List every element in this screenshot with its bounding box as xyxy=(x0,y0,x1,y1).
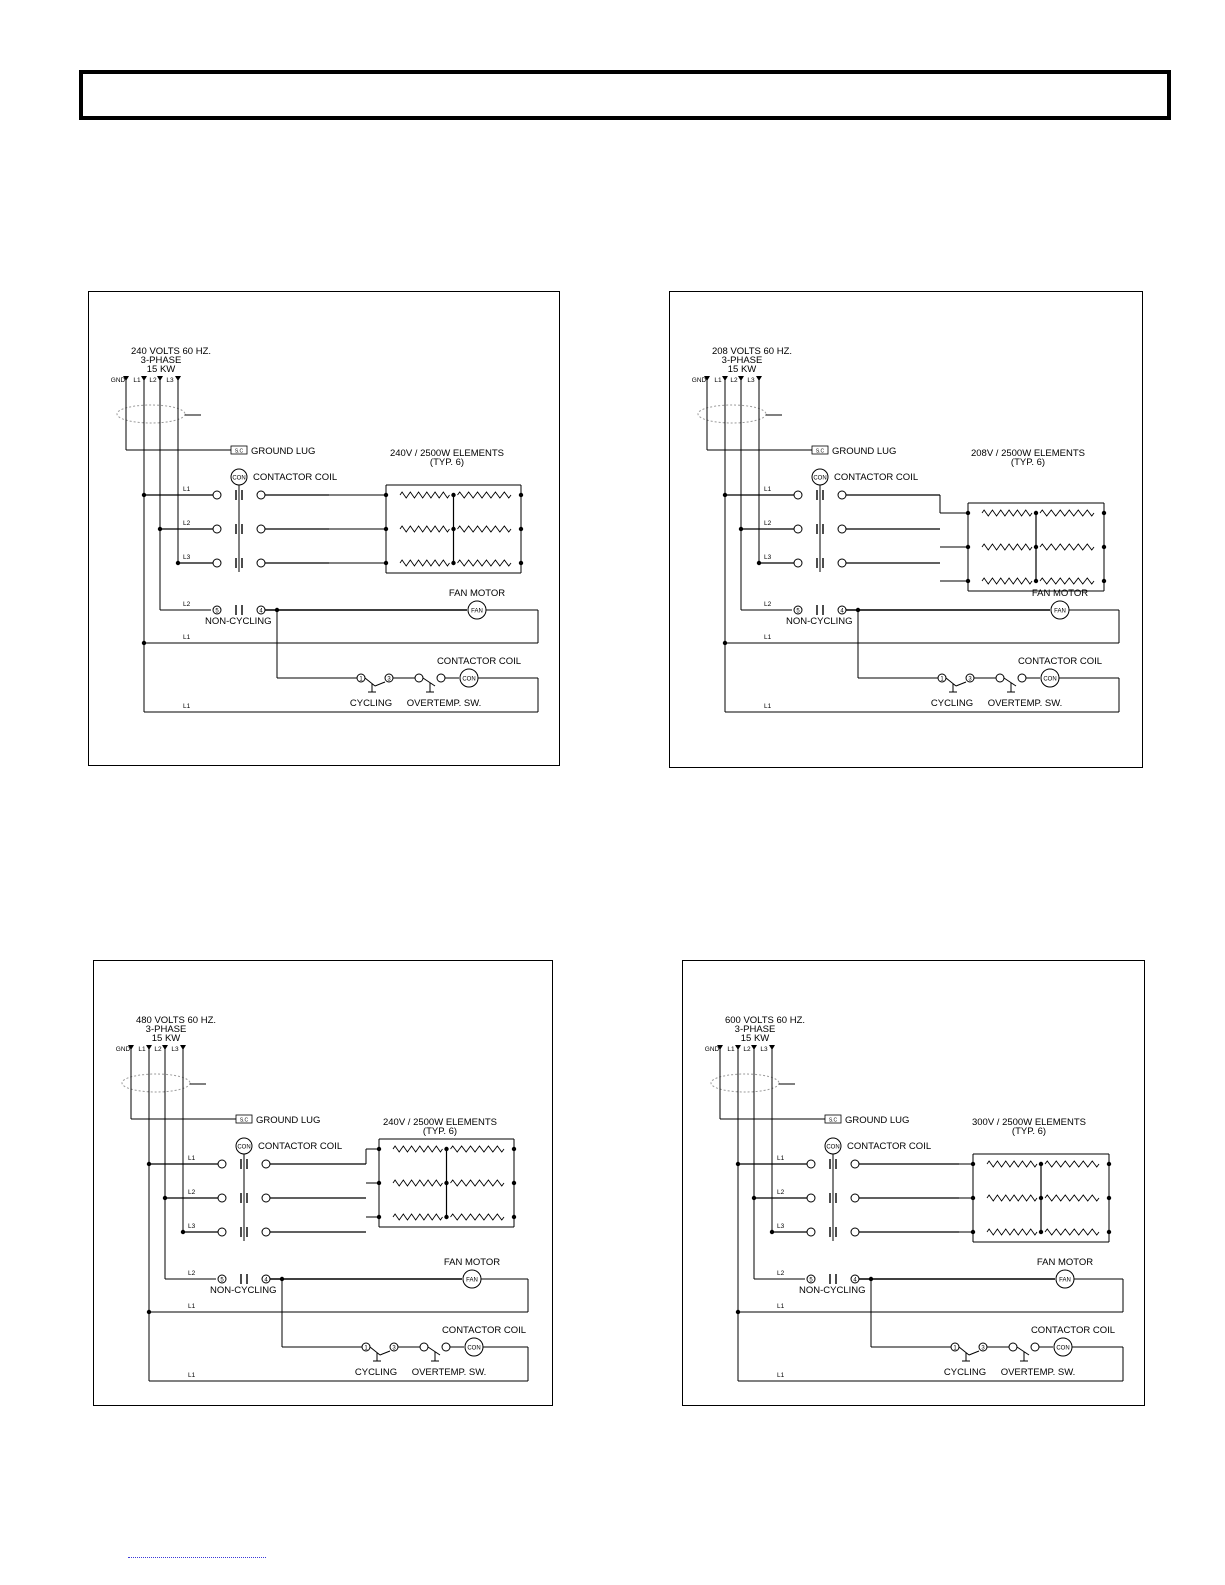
terminal-x xyxy=(807,1228,815,1236)
heating-element-resistor xyxy=(393,1214,443,1220)
terminal-x xyxy=(794,525,802,533)
contactor-coil-symbol-2-label: CON xyxy=(467,1345,481,1352)
control-l1-label: L1 xyxy=(183,703,191,710)
ground-lug-box-label: S.C xyxy=(815,448,825,455)
fan-l2-label: L2 xyxy=(183,601,191,608)
cable-sheath-outline xyxy=(698,405,766,423)
elements-label: 300V / 2500W ELEMENTS xyxy=(971,1117,1087,1128)
terminal-x xyxy=(257,525,265,533)
fan-l1-label: L1 xyxy=(183,634,191,641)
l1-label: L1 xyxy=(133,377,141,384)
terminal-x xyxy=(1018,674,1026,682)
cycling-label: CYCLING xyxy=(943,1367,987,1378)
supply-voltage-label: 480 VOLTS 60 HZ. xyxy=(135,1015,217,1026)
switch-blade xyxy=(1004,678,1016,686)
heating-element-resistor xyxy=(1040,544,1094,550)
cable-sheath-outline xyxy=(711,1074,779,1092)
cycling-label: CYCLING xyxy=(930,698,974,709)
supply-kw-label: 15 KW xyxy=(146,364,176,375)
heating-element-resistor xyxy=(987,1229,1037,1235)
contactor-coil-label: CONTACTOR COIL xyxy=(847,1141,932,1152)
heating-element-resistor xyxy=(987,1161,1037,1167)
phase-row-label: L3 xyxy=(188,1223,196,1230)
terminal-x xyxy=(838,491,846,499)
switch-blade xyxy=(375,682,385,686)
junction-dot xyxy=(181,1230,185,1234)
terminal-number: 1 xyxy=(940,676,944,683)
terminal-x xyxy=(1031,1343,1039,1351)
phase-row-label: L1 xyxy=(183,486,191,493)
ground-lug-label: GROUND LUG xyxy=(845,1115,910,1126)
control-l1-label: L1 xyxy=(777,1372,785,1379)
terminal-x xyxy=(262,1194,270,1202)
contactor-coil-symbol-label: CON xyxy=(826,1144,840,1151)
junction-dot xyxy=(147,1310,151,1314)
switch-blade xyxy=(946,678,956,686)
phase-row-label: L1 xyxy=(764,486,772,493)
contactor-coil-label-2: CONTACTOR COIL xyxy=(441,1325,527,1336)
junction-dot xyxy=(142,641,146,645)
terminal-x xyxy=(262,1228,270,1236)
supply-kw-label: 15 KW xyxy=(740,1033,770,1044)
non-cycling-label: NON-CYCLING xyxy=(210,1285,277,1296)
l1-label: L1 xyxy=(727,1046,735,1053)
cable-sheath-outline xyxy=(117,405,185,423)
terminal-x xyxy=(851,1160,859,1168)
terminal-number: 1 xyxy=(953,1345,957,1352)
phase-row-label: L2 xyxy=(777,1189,785,1196)
terminal-x xyxy=(213,559,221,567)
contactor-coil-label-2: CONTACTOR COIL xyxy=(436,656,522,667)
fan-motor-label: FAN MOTOR xyxy=(1036,1257,1094,1268)
terminal-number: 1 xyxy=(364,1345,368,1352)
phase-row-label: L3 xyxy=(777,1223,785,1230)
terminal-number: 5 xyxy=(220,1277,224,1284)
fan-l2-label: L2 xyxy=(188,1270,196,1277)
schematic-drawing xyxy=(94,961,552,1405)
wiring-diagram-600v xyxy=(682,960,1145,1406)
phase-row-label: L1 xyxy=(777,1155,785,1162)
terminal-number: 4 xyxy=(264,1277,268,1284)
wiring-diagram-480v xyxy=(93,960,553,1406)
terminal-x xyxy=(807,1160,815,1168)
non-cycling-label: NON-CYCLING xyxy=(799,1285,866,1296)
elements-typ-label: (TYP. 6) xyxy=(429,457,465,468)
terminal-x xyxy=(851,1194,859,1202)
supply-phase-label: 3-PHASE xyxy=(721,355,763,366)
supply-kw-label: 15 KW xyxy=(727,364,757,375)
l2-label: L2 xyxy=(743,1046,751,1053)
cycling-label: CYCLING xyxy=(354,1367,398,1378)
switch-blade xyxy=(956,682,966,686)
schematic-drawing xyxy=(683,961,1144,1405)
terminal-number: 3 xyxy=(387,676,391,683)
ground-lug-label: GROUND LUG xyxy=(832,446,897,457)
supply-voltage-label: 240 VOLTS 60 HZ. xyxy=(130,346,212,357)
fan-l1-label: L1 xyxy=(777,1303,785,1310)
supply-kw-label: 15 KW xyxy=(151,1033,181,1044)
contactor-coil-symbol-label: CON xyxy=(237,1144,251,1151)
footer-link-underline xyxy=(128,1557,266,1558)
fan-l2-label: L2 xyxy=(777,1270,785,1277)
contactor-coil-label-2: CONTACTOR COIL xyxy=(1017,656,1103,667)
fan-motor-symbol-label: FAN xyxy=(466,1277,478,1284)
supply-phase-label: 3-PHASE xyxy=(140,355,182,366)
terminal-x xyxy=(437,674,445,682)
heating-element-resistor xyxy=(1040,510,1094,516)
non-cycling-label: NON-CYCLING xyxy=(786,616,853,627)
terminal-x xyxy=(1009,1343,1017,1351)
gnd-label: GND xyxy=(110,377,126,384)
contactor-coil-label: CONTACTOR COIL xyxy=(834,472,919,483)
terminal-x xyxy=(213,525,221,533)
heating-element-resistor xyxy=(400,526,450,532)
gnd-label: GND xyxy=(691,377,707,384)
overtemp-label: OVERTEMP. SW. xyxy=(987,698,1063,709)
ground-lug-box-label: S.C xyxy=(234,448,244,455)
supply-voltage-label: 600 VOLTS 60 HZ. xyxy=(724,1015,806,1026)
junction-dot xyxy=(757,561,761,565)
terminal-number: 5 xyxy=(215,608,219,615)
schematic-drawing xyxy=(670,292,1142,767)
terminal-number: 3 xyxy=(981,1345,985,1352)
junction-dot xyxy=(770,1230,774,1234)
non-cycling-label: NON-CYCLING xyxy=(205,616,272,627)
fan-motor-symbol-label: FAN xyxy=(1054,608,1066,615)
l3-label: L3 xyxy=(166,377,174,384)
terminal-x xyxy=(794,559,802,567)
cycling-label: CYCLING xyxy=(349,698,393,709)
wiring-diagram-240v xyxy=(88,291,560,766)
wiring-diagram-208v xyxy=(669,291,1143,768)
schematic-drawing xyxy=(89,292,559,765)
switch-blade xyxy=(380,1351,390,1355)
contactor-coil-symbol-2-label: CON xyxy=(462,676,476,683)
supply-voltage-label: 208 VOLTS 60 HZ. xyxy=(711,346,793,357)
overtemp-label: OVERTEMP. SW. xyxy=(406,698,482,709)
phase-row-label: L3 xyxy=(764,554,772,561)
elements-typ-label: (TYP. 6) xyxy=(1010,457,1046,468)
terminal-number: 4 xyxy=(840,608,844,615)
gnd-label: GND xyxy=(704,1046,720,1053)
control-l1-label: L1 xyxy=(188,1372,196,1379)
junction-dot xyxy=(736,1310,740,1314)
contactor-coil-label: CONTACTOR COIL xyxy=(258,1141,343,1152)
ground-lug-box-label: S.C xyxy=(828,1117,838,1124)
terminal-x xyxy=(257,491,265,499)
terminal-x xyxy=(807,1194,815,1202)
heating-element-resistor xyxy=(982,578,1032,584)
contactor-coil-label: CONTACTOR COIL xyxy=(253,472,338,483)
terminal-number: 5 xyxy=(809,1277,813,1284)
elements-label: 240V / 2500W ELEMENTS xyxy=(389,448,505,459)
l1-label: L1 xyxy=(714,377,722,384)
terminal-number: 4 xyxy=(853,1277,857,1284)
ground-lug-label: GROUND LUG xyxy=(251,446,316,457)
l2-label: L2 xyxy=(730,377,738,384)
terminal-x xyxy=(415,674,423,682)
fan-l1-label: L1 xyxy=(188,1303,196,1310)
phase-row-label: L2 xyxy=(764,520,772,527)
switch-blade xyxy=(969,1351,979,1355)
heating-element-resistor xyxy=(393,1146,443,1152)
terminal-number: 3 xyxy=(392,1345,396,1352)
heating-element-resistor xyxy=(982,544,1032,550)
heating-element-resistor xyxy=(458,492,512,498)
l3-label: L3 xyxy=(747,377,755,384)
phase-row-label: L2 xyxy=(188,1189,196,1196)
phase-row-label: L3 xyxy=(183,554,191,561)
terminal-x xyxy=(996,674,1004,682)
ground-lug-box-label: S.C xyxy=(239,1117,249,1124)
fan-motor-symbol-label: FAN xyxy=(471,608,483,615)
elements-label: 240V / 2500W ELEMENTS xyxy=(382,1117,498,1128)
terminal-x xyxy=(442,1343,450,1351)
switch-blade xyxy=(959,1347,969,1355)
cable-sheath-outline xyxy=(122,1074,190,1092)
junction-dot xyxy=(723,641,727,645)
l3-label: L3 xyxy=(760,1046,768,1053)
fan-l1-label: L1 xyxy=(764,634,772,641)
heating-element-resistor xyxy=(451,1146,505,1152)
terminal-x xyxy=(851,1228,859,1236)
l1-label: L1 xyxy=(138,1046,146,1053)
elements-typ-label: (TYP. 6) xyxy=(1011,1126,1047,1137)
heating-element-resistor xyxy=(458,560,512,566)
switch-blade xyxy=(428,1347,440,1355)
page-header-box xyxy=(79,70,1171,120)
terminal-x xyxy=(794,491,802,499)
terminal-x xyxy=(420,1343,428,1351)
terminal-number: 4 xyxy=(259,608,263,615)
switch-blade xyxy=(1017,1347,1029,1355)
heating-element-resistor xyxy=(400,492,450,498)
supply-phase-label: 3-PHASE xyxy=(145,1024,187,1035)
terminal-x xyxy=(213,491,221,499)
terminal-x xyxy=(838,559,846,567)
ground-lug-label: GROUND LUG xyxy=(256,1115,321,1126)
control-l1-label: L1 xyxy=(764,703,772,710)
heating-element-resistor xyxy=(987,1195,1037,1201)
elements-label: 208V / 2500W ELEMENTS xyxy=(970,448,1086,459)
fan-motor-label: FAN MOTOR xyxy=(1031,588,1089,599)
terminal-x xyxy=(257,559,265,567)
terminal-number: 1 xyxy=(359,676,363,683)
phase-row-label: L1 xyxy=(188,1155,196,1162)
terminal-x xyxy=(262,1160,270,1168)
fan-motor-label: FAN MOTOR xyxy=(443,1257,501,1268)
terminal-x xyxy=(218,1160,226,1168)
terminal-x xyxy=(218,1194,226,1202)
l2-label: L2 xyxy=(149,377,157,384)
contactor-coil-label-2: CONTACTOR COIL xyxy=(1030,1325,1116,1336)
switch-blade xyxy=(423,678,435,686)
terminal-number: 5 xyxy=(796,608,800,615)
switch-blade xyxy=(365,678,375,686)
heating-element-resistor xyxy=(1045,1195,1099,1201)
heating-element-resistor xyxy=(458,526,512,532)
overtemp-label: OVERTEMP. SW. xyxy=(411,1367,487,1378)
heating-element-resistor xyxy=(1045,1161,1099,1167)
contactor-coil-symbol-label: CON xyxy=(232,475,246,482)
junction-dot xyxy=(176,561,180,565)
contactor-coil-symbol-label: CON xyxy=(813,475,827,482)
l2-label: L2 xyxy=(154,1046,162,1053)
supply-phase-label: 3-PHASE xyxy=(734,1024,776,1035)
fan-l2-label: L2 xyxy=(764,601,772,608)
contactor-coil-symbol-2-label: CON xyxy=(1043,676,1057,683)
contactor-coil-symbol-2-label: CON xyxy=(1056,1345,1070,1352)
fan-motor-symbol-label: FAN xyxy=(1059,1277,1071,1284)
heating-element-resistor xyxy=(1045,1229,1099,1235)
terminal-x xyxy=(838,525,846,533)
switch-blade xyxy=(370,1347,380,1355)
overtemp-label: OVERTEMP. SW. xyxy=(1000,1367,1076,1378)
heating-element-resistor xyxy=(451,1180,505,1186)
terminal-number: 3 xyxy=(968,676,972,683)
heating-element-resistor xyxy=(982,510,1032,516)
heating-element-resistor xyxy=(451,1214,505,1220)
heating-element-resistor xyxy=(1040,578,1094,584)
heating-element-resistor xyxy=(393,1180,443,1186)
phase-row-label: L2 xyxy=(183,520,191,527)
heating-element-resistor xyxy=(400,560,450,566)
l3-label: L3 xyxy=(171,1046,179,1053)
terminal-x xyxy=(218,1228,226,1236)
gnd-label: GND xyxy=(115,1046,131,1053)
elements-typ-label: (TYP. 6) xyxy=(422,1126,458,1137)
fan-motor-label: FAN MOTOR xyxy=(448,588,506,599)
